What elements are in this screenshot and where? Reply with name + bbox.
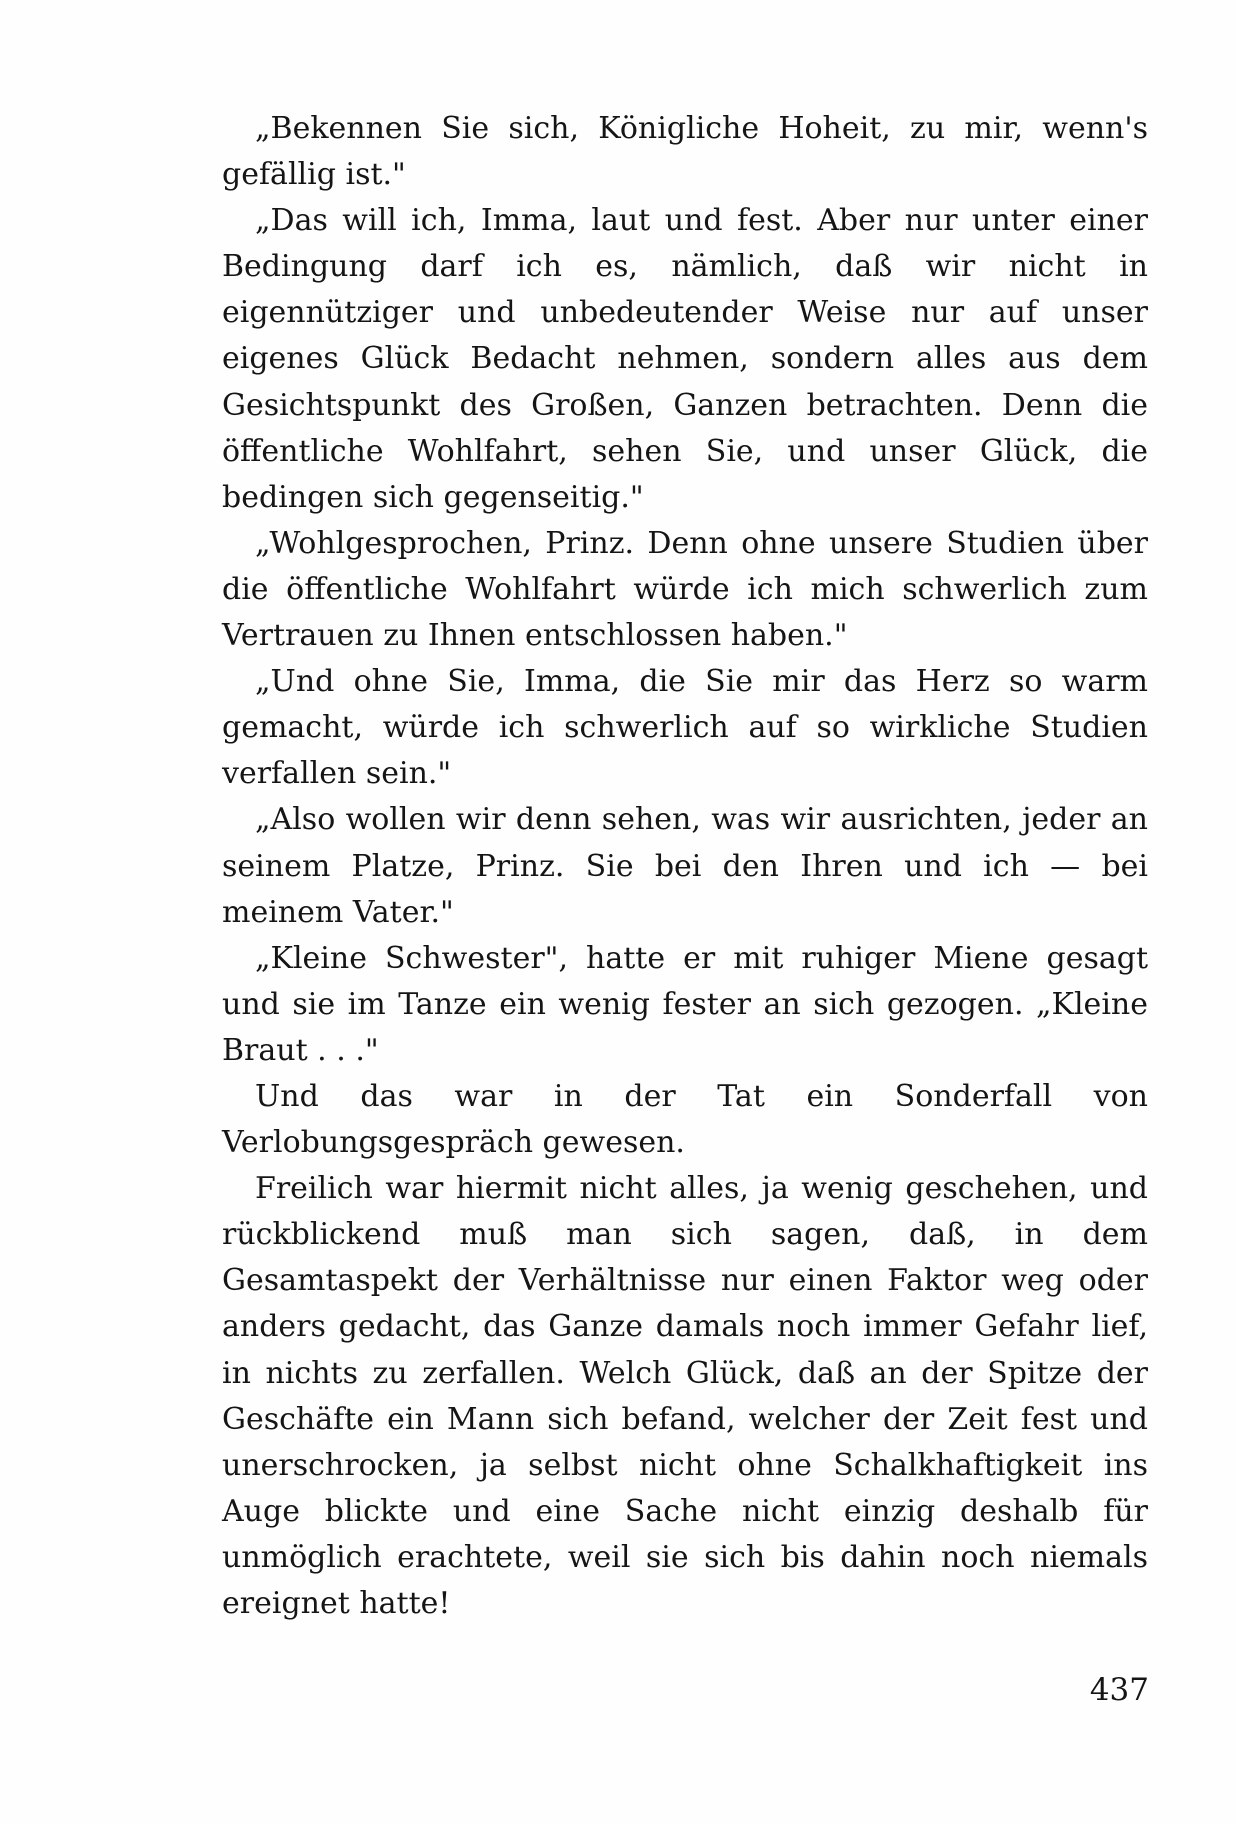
paragraph: Freilich war hiermit nicht alles, ja wenig geschehen, und rückblickend muß man sich sagen, daß, in dem Gesamtaspekt der Verhältnisse nur einen Faktor weg oder anders gedacht, das Ganze damals noch immer Gefahr lief, in nichts zu zerfallen. Welch Glück, daß an der Spitze der Geschäfte ein Mann sich befand, welcher der Zeit fest und unerschrocken, ja selbst nicht ohne Schalkhaftigkeit ins Auge blickte und eine Sache nicht einzig deshalb für unmöglich erachtete, weil sie sich bis dahin noch niemals ereignet hatte! <box>222 1171 1148 1621</box>
paragraph: „Das will ich, Imma, laut und fest. Aber nur unter einer Bedingung darf ich es, nämlich, daß wir nicht in eigennütziger und unbedeutender Weise nur auf unser eigenes Glück Bedacht nehmen, sondern alles aus dem Gesichtspunkt des Großen, Ganzen betrachten. Denn die öffentliche Wohlfahrt, sehen Sie, und unser Glück, die bedingen sich gegenseitig." <box>222 203 1148 515</box>
body-text <box>222 106 1148 1627</box>
paragraph: Und das war in der Tat ein Sonderfall von Verlobungsgespräch gewesen. <box>222 1078 1148 1161</box>
paragraph: „Und ohne Sie, Imma, die Sie mir das Herz so warm gemacht, würde ich schwerlich auf so wirkliche Studien verfallen sein." <box>222 664 1148 792</box>
paragraph: „Also wollen wir denn sehen, was wir ausrichten, jeder an seinem Platze, Prinz. Sie bei den Ihren und ich — bei meinem Vater." <box>222 802 1148 930</box>
paragraph: „Kleine Schwester", hatte er mit ruhiger Miene gesagt und sie im Tanze ein wenig fester an sich gezogen. „Kleine Braut . . ." <box>222 940 1148 1068</box>
paragraph: „Bekennen Sie sich, Königliche Hoheit, zu mir, wenn's gefällig ist." <box>222 111 1148 193</box>
paragraph: „Wohlgesprochen, Prinz. Denn ohne unsere Studien über die öffentliche Wohlfahrt würde ich mich schwerlich zum Vertrauen zu Ihnen entschlossen haben." <box>222 525 1148 654</box>
page-number: 437 <box>1089 1672 1149 1708</box>
